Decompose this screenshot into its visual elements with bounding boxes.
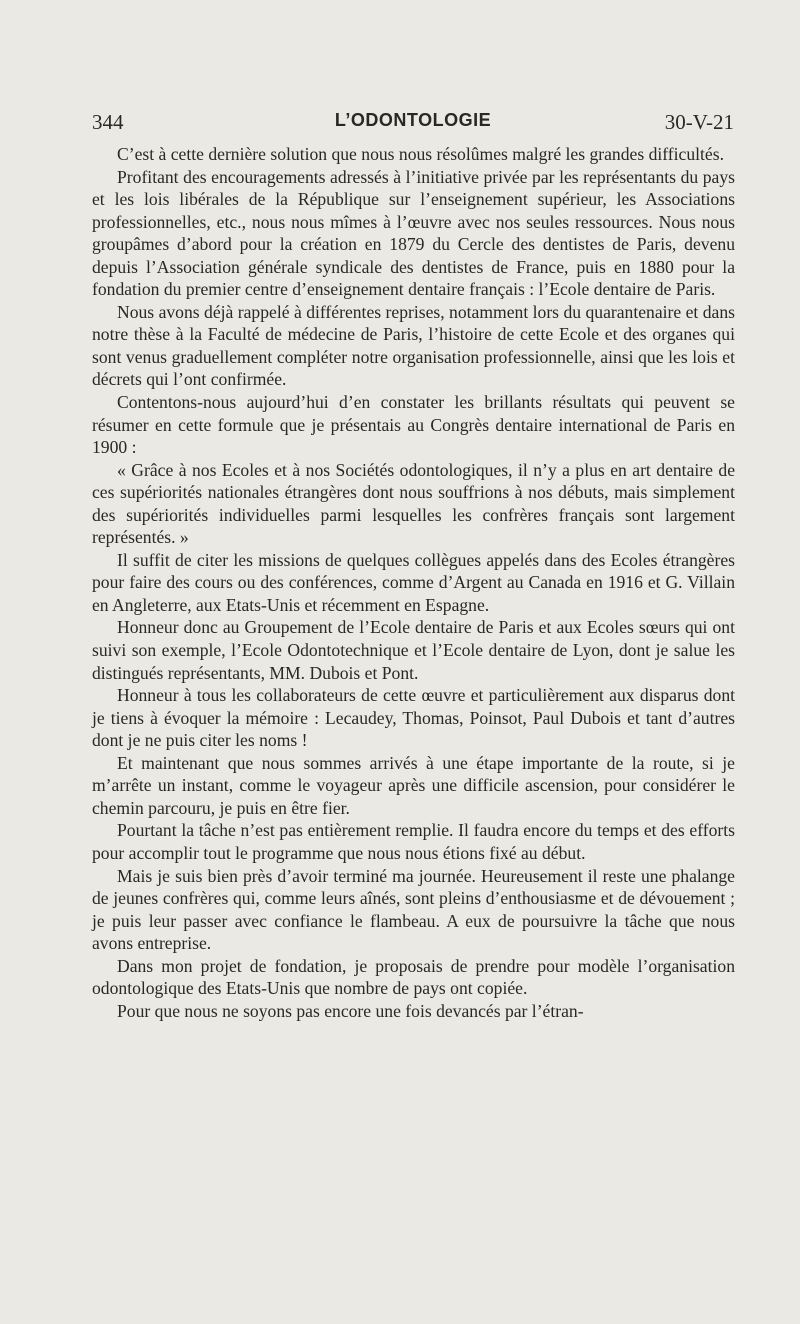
paragraph-6: Il suffit de citer les missions de quelques collègues appelés dans des Ecoles étrangères pour faire des cours ou des conférences, comme d’Argent au Canada en 1916 et G. Villain en Angleterre, aux Etats-Unis et récemment en Espagne. (92, 549, 735, 615)
paragraph-3: Nous avons déjà rappelé à différentes reprises, notamment lors du quarantenaire et dans notre thèse à la Faculté de médecine de Paris, l’histoire de cette Ecole et des organes qui sont venus graduellement compléter notre organisation professionnelle, ainsi que les lois et décrets qui l’ont confirmée. (92, 301, 735, 390)
page-body (92, 143, 735, 1022)
running-title: L’ODONTOLOGIE (334, 110, 492, 130)
paragraph-10: Pourtant la tâche n’est pas entièrement remplie. Il faudra encore du temps et des efforts pour accomplir tout le programme que nous nous étions fixé au début. (92, 820, 735, 863)
quotation-paragraph: « Grâce à nos Ecoles et à nos Sociétés odontologiques, il n’y a plus en art dentaire de ces supériorités nationales étrangères dont nous souffrions à nos débuts, mais simplement des supériorités individuelles parmi lesquelles les confrères français sont largement représentés. » (92, 459, 735, 548)
paragraph-7: Honneur donc au Groupement de l’Ecole dentaire de Paris et aux Ecoles sœurs qui ont suivi son exemple, l’Ecole Odontotechnique et l’Ecole dentaire de Lyon, dont je salue les distingués représentants, MM. Dubois et Pont. (92, 617, 735, 683)
paragraph-4: Contentons-nous aujourd’hui d’en constater les brillants résultats qui peuvent se résumer en cette formule que je présentais au Congrès dentaire international de Paris en 1900 : (92, 392, 735, 458)
paragraph-2: Profitant des encouragements adressés à l’initiative privée par les représentants du pays et les lois libérales de la République sur l’enseignement supérieur, les Associations professionnelles, etc., nous nous mîmes à l’œuvre avec nos seules ressources. Nous nous groupâmes d’abord pour la création en 1879 du Cercle des dentistes de Paris, devenu depuis l’Association générale syndicale des dentistes de France, puis en 1880 pour la fondation du premier centre d’enseignement dentaire français : l’Ecole dentaire de Paris. (92, 166, 735, 300)
paragraph-8: Honneur à tous les collaborateurs de cette œuvre et particulièrement aux disparus dont je tiens à évoquer la mémoire : Lecaudey, Thomas, Poinsot, Paul Dubois et tant d’autres dont je ne puis citer les noms ! (92, 685, 735, 751)
paragraph-9: Et maintenant que nous sommes arrivés à une étape importante de la route, si je m’arrête un instant, comme le voyageur après une difficile ascension, pour considérer le chemin parcouru, je puis en être fier. (92, 752, 735, 818)
paragraph-13: Pour que nous ne soyons pas encore une fois devancés par l’étran- (117, 1000, 584, 1021)
page-number: 344 (92, 110, 124, 134)
issue-date: 30-V-21 (664, 110, 734, 134)
paragraph-11: Mais je suis bien près d’avoir terminé ma journée. Heureusement il reste une phalange de jeunes confrères qui, comme leurs aînés, sont pleins d’enthousiasme et de dévouement ; je puis leur passer avec confiance le flambeau. A eux de poursuivre la tâche que nous avons entreprise. (92, 865, 735, 954)
page-header (92, 108, 734, 138)
paragraph-12: Dans mon projet de fondation, je proposais de prendre pour modèle l’organisation odontologique des Etats-Unis que nombre de pays ont copiée. (92, 955, 735, 999)
paragraph-1: C’est à cette dernière solution que nous nous résolûmes malgré les grandes difficultés. (117, 144, 724, 164)
